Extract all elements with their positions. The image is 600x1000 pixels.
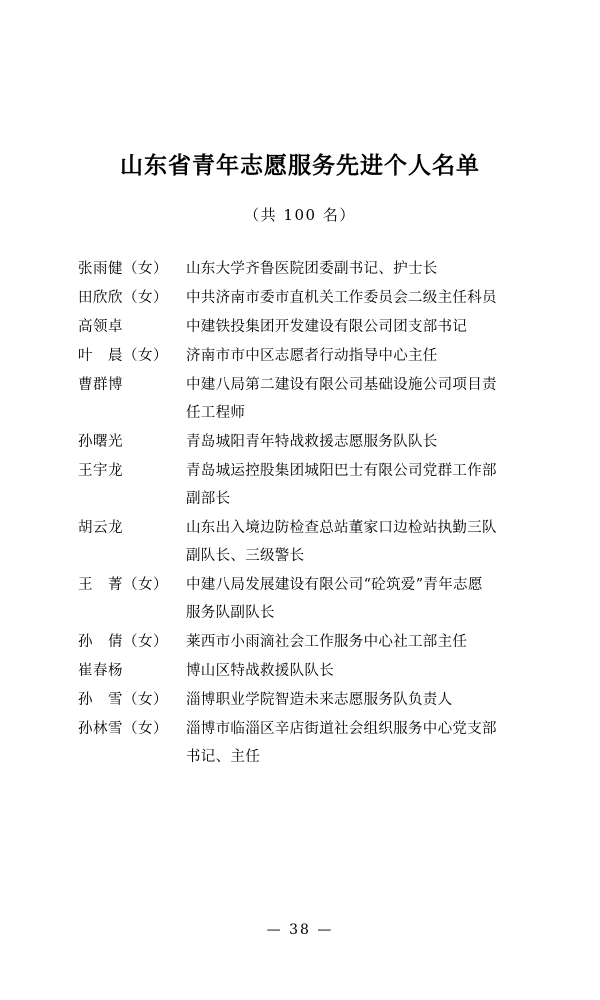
role-line: 山东大学齐鲁医院团委副书记、护士长: [186, 260, 438, 277]
list-item: [78, 313, 522, 341]
list-item: [78, 657, 522, 685]
person-role: [186, 686, 522, 714]
person-role: [186, 313, 522, 341]
role-line: 副部长: [186, 490, 231, 507]
person-role: [186, 514, 522, 570]
person-role: [186, 371, 522, 427]
person-name: 胡云龙: [78, 519, 123, 536]
list-item: [78, 457, 522, 513]
role-line: 青岛城运控股集团城阳巴士有限公司党群工作部: [186, 462, 497, 479]
person-role: [186, 657, 522, 685]
list-item: [78, 371, 522, 427]
role-line: 山东出入境边防检查总站董家口边检站执勤三队: [186, 519, 497, 536]
list-item: [78, 514, 522, 570]
role-line: 服务队副队长: [186, 604, 275, 621]
role-line: 任工程师: [186, 404, 246, 421]
role-line: 书记、主任: [186, 748, 260, 765]
list-item: [78, 342, 522, 370]
role-line: 中建铁投集团开发建设有限公司团支部书记: [186, 318, 468, 335]
person-name: 张雨健（女）: [78, 260, 168, 277]
list-item: [78, 284, 522, 312]
role-line: 淄博职业学院智造未来志愿服务队负责人: [186, 691, 453, 708]
list-item: [78, 628, 522, 656]
person-name: 王宇龙: [78, 462, 123, 479]
list-item: [78, 686, 522, 714]
person-role: [186, 255, 522, 283]
document-page: [0, 152, 600, 1000]
list-item: [78, 571, 522, 627]
person-name: 孙林雪（女）: [78, 720, 168, 737]
page-subtitle: （共 100 名）: [244, 205, 356, 224]
person-role: [186, 571, 522, 627]
person-name: 孙 倩（女）: [78, 633, 168, 650]
role-line: 莱西市小雨滴社会工作服务中心社工部主任: [186, 633, 468, 650]
person-name: 田欣欣（女）: [78, 289, 168, 306]
person-name: 曹群博: [78, 376, 123, 393]
person-role: [186, 457, 522, 513]
role-line: 中建八局发展建设有限公司“砼筑爱”青年志愿: [186, 576, 483, 593]
role-line: 青岛城阳青年特战救援志愿服务队队长: [186, 433, 438, 450]
person-name: 孙曙光: [78, 433, 123, 450]
person-role: [186, 284, 522, 312]
person-role: [186, 628, 522, 656]
person-name: 王 菁（女）: [78, 576, 168, 593]
role-line: 中建八局第二建设有限公司基础设施公司项目责: [186, 376, 497, 393]
role-line: 淄博市临淄区辛店街道社会组织服务中心党支部: [186, 720, 497, 737]
person-role: [186, 342, 522, 370]
list-item: [78, 715, 522, 771]
person-name: 叶 晨（女）: [78, 347, 168, 364]
role-line: 副队长、三级警长: [186, 547, 305, 564]
page-title: 山东省青年志愿服务先进个人名单: [120, 152, 480, 179]
person-role: [186, 428, 522, 456]
role-line: 中共济南市委市直机关工作委员会二级主任科员: [186, 289, 497, 306]
person-name: 高领卓: [78, 318, 123, 335]
person-name: 崔春杨: [78, 662, 123, 679]
list-item: [78, 428, 522, 456]
role-line: 济南市市中区志愿者行动指导中心主任: [186, 347, 438, 364]
name-list: [78, 255, 522, 771]
person-name: 孙 雪（女）: [78, 691, 168, 708]
list-item: [78, 255, 522, 283]
role-line: 博山区特战救援队队长: [186, 662, 334, 679]
person-role: [186, 715, 522, 771]
page-number: — 38 —: [266, 922, 334, 938]
